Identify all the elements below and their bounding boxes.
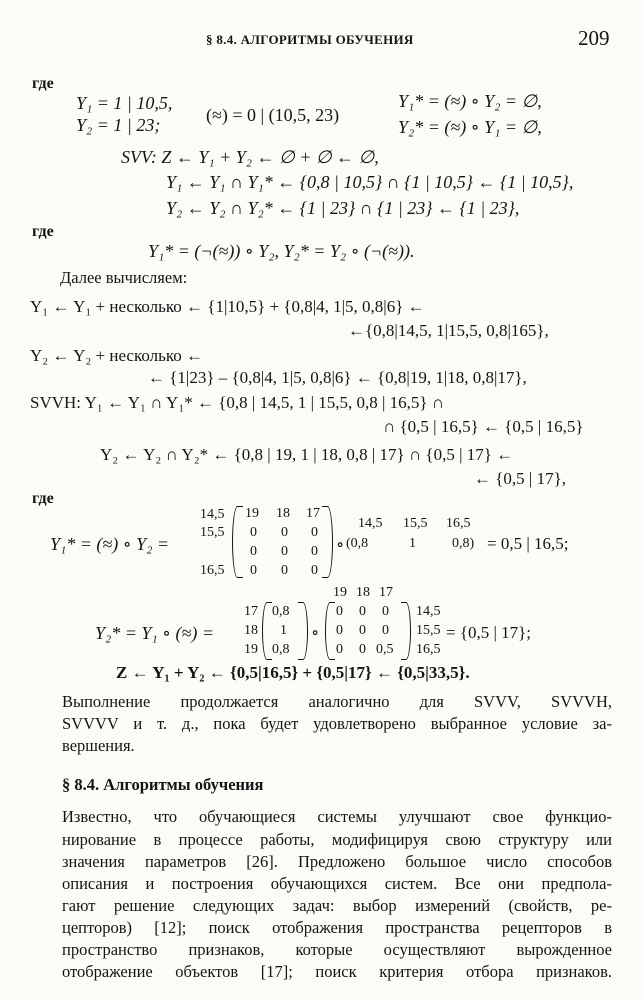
matrix2-top-header: 18 <box>356 585 370 600</box>
svvh-line3: Y₂ ← Y₂ ∩ Y₂* ← {0,8 | 19, 1 | 18, 0,8 | 17} ∩ {0,5 | 17} ← <box>100 445 514 464</box>
page-number: 209 <box>578 26 610 50</box>
svv-line: SVV: Z ← Y₁ + Y₂ ← ∅ + ∅ ← ∅, <box>121 147 379 167</box>
matrix1-row-label: 14,5 <box>200 507 225 522</box>
compose-operator: ∘ <box>311 623 320 642</box>
matrix2-row-label: 16,5 <box>416 642 441 657</box>
z-result-line: Z ← Y₁ + Y₂ ← {0,5|16,5} + {0,5|17} ← {0,5|33,5}. <box>116 663 470 682</box>
matrix2-top-header: 17 <box>379 585 393 600</box>
negation-formula: Y₁* = (¬(≈)) ∘ Y₂, Y₂* = Y₂ ∘ (¬(≈)). <box>148 241 415 261</box>
matrix2-cell: 0 <box>336 623 343 638</box>
vector2-value: 1 <box>280 623 287 638</box>
matrix2-row-label: 15,5 <box>416 623 441 638</box>
vector1-header: 14,5 <box>358 516 383 531</box>
matrix2-cell: 0 <box>336 604 343 619</box>
y2-compute-line1: Y₂ ← Y₂ + несколько ← <box>30 346 204 365</box>
matrix1-cell: 0 <box>311 563 318 578</box>
where-label-1: где <box>32 75 54 92</box>
matrix2-right-paren <box>401 602 411 660</box>
matrix1-cell: 0 <box>250 525 257 540</box>
vector2-value: 0,8 <box>272 642 290 657</box>
vector1-header: 15,5 <box>403 516 428 531</box>
matrix2-cell: 0,5 <box>376 642 394 657</box>
where-label-2: где <box>32 223 54 240</box>
svvh-line2: ∩ {0,5 | 16,5} ← {0,5 | 16,5} <box>383 417 584 436</box>
matrix1-cell: 0 <box>281 544 288 559</box>
running-header: § 8.4. АЛГОРИТМЫ ОБУЧЕНИЯ <box>206 32 414 47</box>
matrix1-cell: 0 <box>250 544 257 559</box>
matrix2-top-header: 19 <box>333 585 347 600</box>
matrix1-cell: 0 <box>281 525 288 540</box>
matrix2-cell: 0 <box>336 642 343 657</box>
matrix2-left-paren <box>325 602 335 660</box>
svv-y1-line: Y₁ ← Y₁ ∩ Y₁* ← {0,8 | 10,5} ∩ {1 | 10,5} ← {1 | 10,5}, <box>166 172 574 192</box>
svv-y2-line: Y₂ ← Y₂ ∩ Y₂* ← {1 | 23} ∩ {1 | 23} ← {1 | 23}, <box>166 198 520 218</box>
vector2-left-paren <box>262 602 272 660</box>
matrix1-cell: 0 <box>311 544 318 559</box>
continuation-line: Выполнение продолжается аналогично для SVVV, SVVVH, <box>62 694 612 711</box>
matrix1-cell: 0 <box>311 525 318 540</box>
matrix1-col-header: 18 <box>276 506 290 521</box>
matrix2-cell: 0 <box>382 623 389 638</box>
where-label-3: где <box>32 490 54 507</box>
paragraph-line: гают решение следующих задач: выбор измерений (свойств, ре- <box>62 898 612 915</box>
y1-star-def: Y₁* = (≈) ∘ Y₂ = ∅, <box>398 91 542 111</box>
matrix2-cell: 0 <box>382 604 389 619</box>
matrix1-lhs: Y₁* = (≈) ∘ Y₂ = <box>50 534 170 554</box>
matrix1-right-paren <box>322 506 333 578</box>
matrix1-result: = 0,5 | 16,5; <box>487 534 569 553</box>
section-heading: § 8.4. Алгоритмы обучения <box>62 775 264 794</box>
continuation-line: вершения. <box>62 736 135 755</box>
matrix2-cell: 0 <box>359 604 366 619</box>
y1-compute-line1: Y₁ ← Y₁ + несколько ← {1|10,5} + {0,8|4, 1|5, 0,8|6} ← <box>30 297 425 316</box>
paragraph-line: Известно, что обучающиеся системы улучшают свое функцио- <box>62 809 612 826</box>
svvh-line1: SVVH: Y₁ ← Y₁ ∩ Y₁* ← {0,8 | 14,5, 1 | 15,5, 0,8 | 16,5} ∩ <box>30 393 445 412</box>
matrix2-lhs: Y₂* = Y₁ ∘ (≈) = <box>95 623 215 643</box>
paragraph-line: цепторов) [12]; поиск отображения пространства рецепторов в <box>62 920 612 937</box>
matrix1-col-header: 17 <box>306 506 320 521</box>
matrix2-row-label: 14,5 <box>416 604 441 619</box>
y1-value: Y₁ = 1 | 10,5, <box>76 93 173 113</box>
matrix1-row-label: 15,5 <box>200 525 225 540</box>
vector2-right-paren <box>298 602 308 660</box>
y2-compute-line2: ← {1|23} – {0,8|4, 1|5, 0,8|6} ← {0,8|19, 1|18, 0,8|17}, <box>148 368 527 387</box>
matrix1-cell: 0 <box>250 563 257 578</box>
paragraph-line: описания и построения обучающихся систем. Все они предпола- <box>62 876 612 893</box>
vector1-value: 1 <box>409 536 416 551</box>
matrix1-cell: 0 <box>281 563 288 578</box>
svvh-line4: ← {0,5 | 17}, <box>474 469 566 488</box>
paragraph-line: пространство признаков, которые осуществляют вырожденное <box>62 942 612 959</box>
matrix2-cell: 0 <box>359 642 366 657</box>
approx-relation: (≈) = 0 | (10,5, 23) <box>206 105 340 125</box>
compute-intro: Далее вычисляем: <box>60 268 188 287</box>
y2-star-def: Y₂* = (≈) ∘ Y₁ = ∅, <box>398 117 542 137</box>
vector2-label: 19 <box>244 642 258 657</box>
vector2-value: 0,8 <box>272 604 290 619</box>
y2-value: Y₂ = 1 | 23; <box>76 115 161 135</box>
vector2-label: 17 <box>244 604 258 619</box>
vector1-value: 0,8) <box>452 536 475 551</box>
matrix1-row-label: 16,5 <box>200 563 225 578</box>
vector1-value: (0,8 <box>346 536 369 551</box>
y1-compute-line2: ←{0,8|14,5, 1|15,5, 0,8|165}, <box>348 321 549 340</box>
matrix1-left-paren <box>232 506 243 578</box>
vector1-header: 16,5 <box>446 516 471 531</box>
matrix1-col-header: 19 <box>245 506 259 521</box>
vector2-label: 18 <box>244 623 258 638</box>
paragraph-line: отображение объектов [17]; поиск критерия отбора признаков. <box>62 964 612 981</box>
compose-operator: ∘ <box>336 535 345 554</box>
paragraph-line: нирование в процессе работы, модифицируя свою структуру или <box>62 832 612 849</box>
matrix2-cell: 0 <box>359 623 366 638</box>
continuation-line: SVVVV и т. д., пока будет удовлетворено выбранное условие за- <box>62 716 612 733</box>
matrix2-result: = {0,5 | 17}; <box>446 623 532 642</box>
paragraph-line: значения параметров [26]. Предложено большое число способов <box>62 854 612 871</box>
